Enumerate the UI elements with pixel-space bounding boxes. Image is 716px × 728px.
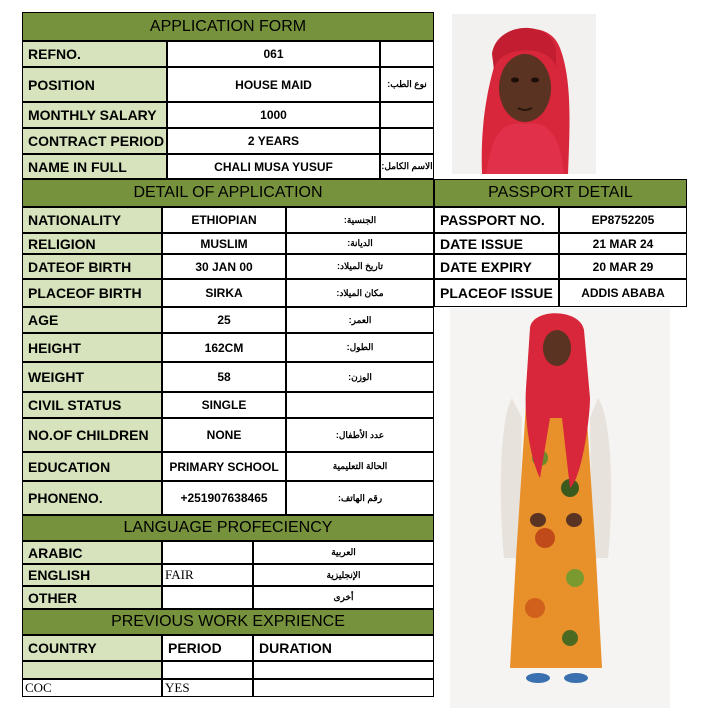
passport-value-3 xyxy=(559,279,687,307)
detail-arabic-9 xyxy=(286,452,434,481)
passport-value-0-text: EP8752205 xyxy=(591,213,655,227)
coc-label-text: COC xyxy=(25,680,52,695)
form-label-4 xyxy=(22,154,167,179)
detail-value-7 xyxy=(162,392,286,418)
language-label-0-text: ARABIC xyxy=(28,544,83,561)
detail-arabic-9-text: الحالة التعليمية xyxy=(332,461,388,471)
headshot-illustration xyxy=(452,14,596,174)
form-arabic-4 xyxy=(380,154,434,179)
detail-value-0-text: ETHIOPIAN xyxy=(191,213,257,227)
detail-label-10-text: PHONENO. xyxy=(28,490,103,506)
detail-value-6 xyxy=(162,362,286,392)
form-label-3-text: CONTRACT PERIOD xyxy=(28,133,165,149)
language-proficiency-header xyxy=(22,515,434,541)
coc-value-text: YES xyxy=(165,680,190,695)
detail-arabic-6-text: الوزن: xyxy=(348,371,372,382)
detail-arabic-0-text: الجنسية: xyxy=(343,214,377,225)
detail-of-application-title: DETAIL OF APPLICATION xyxy=(133,184,323,201)
form-value-3 xyxy=(167,128,380,154)
detail-value-8-text: NONE xyxy=(206,428,242,442)
passport-label-0 xyxy=(434,207,559,233)
language-level-0 xyxy=(162,541,253,564)
full-body-photo xyxy=(450,308,670,708)
detail-value-1 xyxy=(162,233,286,254)
detail-value-4 xyxy=(162,307,286,333)
previous-work-header xyxy=(22,609,434,635)
detail-value-2 xyxy=(162,254,286,279)
detail-value-8 xyxy=(162,418,286,452)
coc-empty xyxy=(253,679,434,697)
work-empty-period xyxy=(162,661,253,679)
language-level-1-text: FAIR xyxy=(165,567,194,582)
language-arabic-0-text: العربية xyxy=(331,547,356,557)
work-empty-duration xyxy=(253,661,434,679)
form-value-1 xyxy=(167,67,380,102)
form-value-1-text: HOUSE MAID xyxy=(235,77,312,92)
form-value-4 xyxy=(167,154,380,179)
passport-label-2-text: DATE EXPIRY xyxy=(440,258,532,275)
form-value-0 xyxy=(167,41,380,67)
form-arabic-1-text: نوع الطب: xyxy=(387,79,427,89)
detail-label-9-text: EDUCATION xyxy=(28,458,111,475)
language-arabic-2 xyxy=(253,586,434,609)
detail-value-7-text: SINGLE xyxy=(201,398,247,412)
detail-value-2-text: 30 JAN 00 xyxy=(195,259,253,274)
detail-value-5 xyxy=(162,333,286,362)
detail-arabic-0 xyxy=(286,207,434,233)
detail-arabic-1-text: الديانة: xyxy=(347,238,373,248)
passport-label-3-text: PLACEOF ISSUE xyxy=(440,285,553,301)
passport-label-1-text: DATE ISSUE xyxy=(440,235,523,252)
passport-value-1 xyxy=(559,233,687,254)
work-header-period-text: PERIOD xyxy=(168,640,222,656)
detail-label-4-text: AGE xyxy=(28,312,59,328)
detail-arabic-3 xyxy=(286,279,434,307)
form-arabic-4-text: الاسم الكامل: xyxy=(381,161,433,171)
detail-arabic-2 xyxy=(286,254,434,279)
language-arabic-2-text: أخرى xyxy=(333,592,354,602)
detail-value-5-text: 162CM xyxy=(204,340,244,355)
detail-arabic-5 xyxy=(286,333,434,362)
work-header-duration xyxy=(253,635,434,661)
detail-label-2 xyxy=(22,254,162,279)
language-proficiency-title: LANGUAGE PROFECIENCY xyxy=(123,519,333,536)
form-label-0-text: REFNO. xyxy=(28,46,81,62)
coc-label xyxy=(22,679,162,697)
form-value-0-text: 061 xyxy=(263,47,284,61)
work-header-country xyxy=(22,635,162,661)
language-label-1 xyxy=(22,564,162,586)
detail-label-3-text: PLACEOF BIRTH xyxy=(28,285,142,301)
form-arabic-0 xyxy=(380,41,434,67)
passport-value-1-text: 21 MAR 24 xyxy=(592,236,654,251)
application-form-title: APPLICATION FORM xyxy=(149,17,307,35)
passport-value-2-text: 20 MAR 29 xyxy=(592,259,654,274)
detail-value-9 xyxy=(162,452,286,481)
full-body-illustration xyxy=(450,308,670,708)
detail-label-9 xyxy=(22,452,162,481)
passport-detail-header xyxy=(434,179,687,207)
detail-label-1 xyxy=(22,233,162,254)
form-value-4-text: CHALI MUSA YUSUF xyxy=(214,159,333,174)
form-label-2-text: MONTHLY SALARY xyxy=(28,107,157,123)
detail-arabic-4-text: العمر: xyxy=(348,314,372,325)
passport-detail-title: PASSPORT DETAIL xyxy=(488,184,633,201)
detail-label-0-text: NATIONALITY xyxy=(28,212,122,228)
detail-label-6 xyxy=(22,362,162,392)
detail-label-5 xyxy=(22,333,162,362)
language-level-2 xyxy=(162,586,253,609)
detail-arabic-3-text: مكان الميلاد: xyxy=(336,287,384,298)
detail-arabic-2-text: تاريخ الميلاد: xyxy=(337,261,383,271)
detail-arabic-6 xyxy=(286,362,434,392)
detail-label-8-text: NO.OF CHILDREN xyxy=(28,427,149,443)
passport-label-1 xyxy=(434,233,559,254)
passport-label-2 xyxy=(434,254,559,279)
detail-value-0 xyxy=(162,207,286,233)
language-label-2-text: OTHER xyxy=(28,589,77,606)
passport-label-0-text: PASSPORT NO. xyxy=(440,212,545,228)
detail-arabic-10-text: رقم الهاتف: xyxy=(337,492,383,503)
work-empty-label xyxy=(22,661,162,679)
form-arabic-3 xyxy=(380,128,434,154)
form-label-3 xyxy=(22,128,167,154)
passport-value-2 xyxy=(559,254,687,279)
form-label-1-text: POSITION xyxy=(28,76,95,93)
language-arabic-1-text: الإنجليزية xyxy=(326,569,361,580)
work-header-duration-text: DURATION xyxy=(259,640,332,656)
form-arabic-2 xyxy=(380,102,434,128)
language-label-2 xyxy=(22,586,162,609)
language-arabic-0 xyxy=(253,541,434,564)
detail-arabic-10 xyxy=(286,481,434,515)
work-header-country-text: COUNTRY xyxy=(28,640,97,656)
detail-value-3-text: SIRKA xyxy=(205,286,243,300)
detail-value-10 xyxy=(162,481,286,515)
detail-value-10-text: +251907638465 xyxy=(180,491,268,505)
language-label-0 xyxy=(22,541,162,564)
form-label-4-text: NAME IN FULL xyxy=(28,158,127,175)
detail-arabic-1 xyxy=(286,233,434,254)
detail-value-1-text: MUSLIM xyxy=(200,236,248,251)
detail-label-7 xyxy=(22,392,162,418)
form-label-0 xyxy=(22,41,167,67)
headshot-photo xyxy=(452,14,596,174)
passport-label-3 xyxy=(434,279,559,307)
form-value-2 xyxy=(167,102,380,128)
work-header-period xyxy=(162,635,253,661)
detail-label-0 xyxy=(22,207,162,233)
detail-arabic-4 xyxy=(286,307,434,333)
language-level-1 xyxy=(162,564,253,586)
previous-work-title: PREVIOUS WORK EXPRIENCE xyxy=(111,613,345,630)
detail-label-5-text: HEIGHT xyxy=(28,339,81,356)
detail-value-6-text: 58 xyxy=(217,370,231,384)
language-label-1-text: ENGLISH xyxy=(28,567,91,583)
detail-label-1-text: RELIGION xyxy=(28,235,96,252)
form-arabic-1 xyxy=(380,67,434,102)
form-label-1 xyxy=(22,67,167,102)
detail-label-4 xyxy=(22,307,162,333)
detail-label-7-text: CIVIL STATUS xyxy=(28,397,122,413)
detail-of-application-header xyxy=(22,179,434,207)
detail-value-3 xyxy=(162,279,286,307)
detail-label-10 xyxy=(22,481,162,515)
application-form-header xyxy=(22,12,434,41)
detail-arabic-8 xyxy=(286,418,434,452)
detail-label-8 xyxy=(22,418,162,452)
form-value-3-text: 2 YEARS xyxy=(247,134,300,148)
detail-label-3 xyxy=(22,279,162,307)
passport-value-3-text: ADDIS ABABA xyxy=(581,286,665,300)
form-value-2-text: 1000 xyxy=(260,108,287,122)
detail-arabic-5-text: الطول: xyxy=(346,342,374,352)
detail-value-4-text: 25 xyxy=(217,313,231,327)
coc-value xyxy=(162,679,253,697)
detail-label-6-text: WEIGHT xyxy=(28,369,84,385)
detail-arabic-7 xyxy=(286,392,434,418)
detail-arabic-8-text: عدد الأطفال: xyxy=(335,429,385,440)
language-arabic-1 xyxy=(253,564,434,586)
form-label-2 xyxy=(22,102,167,128)
detail-value-9-text: PRIMARY SCHOOL xyxy=(169,459,279,474)
passport-value-0 xyxy=(559,207,687,233)
detail-label-2-text: DATEOF BIRTH xyxy=(28,258,132,275)
